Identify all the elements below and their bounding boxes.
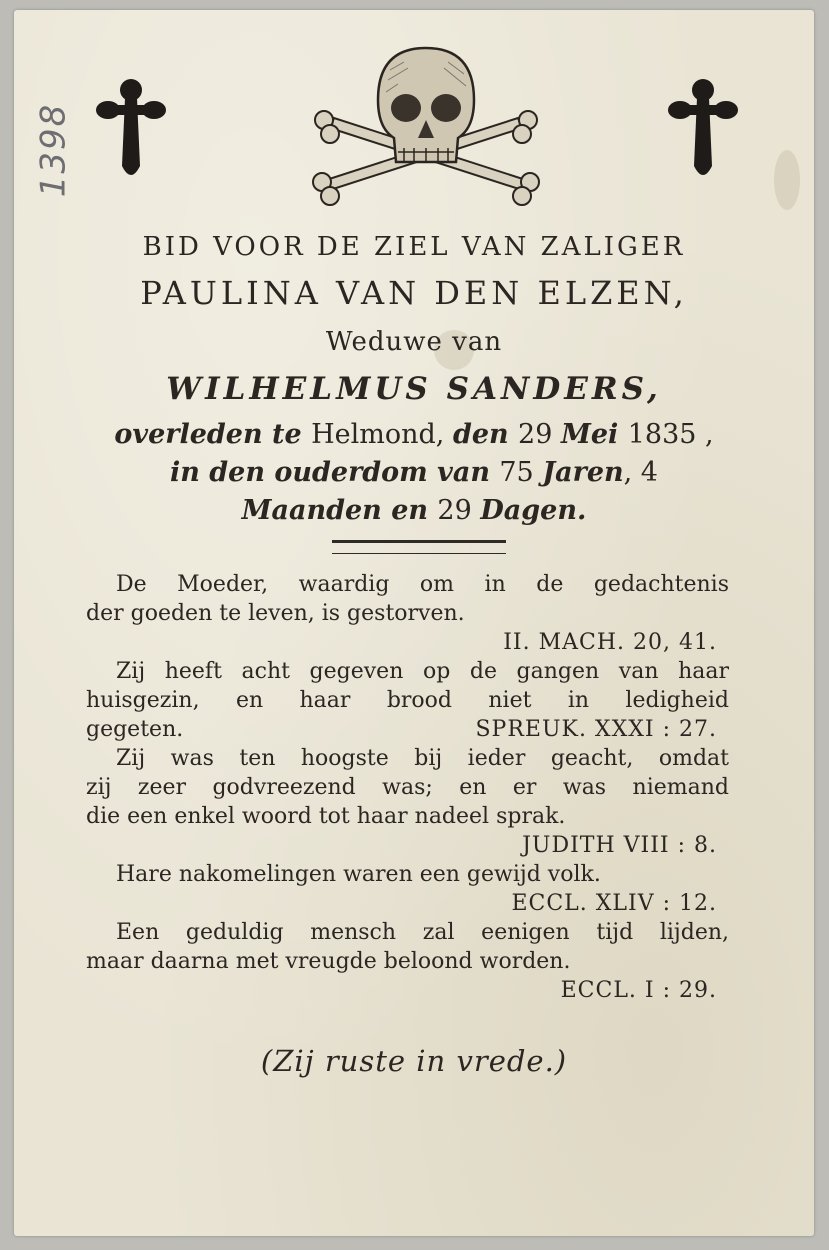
scripture-line: De Moeder, waardig om in de gedachtenis — [116, 572, 729, 597]
death-details-segment: den — [452, 419, 519, 450]
scripture-line: der goeden te leven, is gestorven. — [86, 601, 465, 626]
death-details-segment: , 4 — [623, 457, 658, 488]
death-details-segment: Jaren — [542, 457, 624, 488]
scripture-reference: ECCL. I : 29. — [560, 978, 717, 1003]
death-details — [54, 416, 774, 530]
death-details-segment: 29 — [518, 419, 561, 450]
prayer-request-line: BID VOOR DE ZIEL VAN ZALIGER — [142, 232, 686, 262]
scripture-reference: SPREUK. XXXI : 27. — [475, 717, 717, 742]
double-rule-divider — [332, 540, 506, 554]
death-details-segment: overleden te — [114, 419, 312, 450]
widow-of-line: Weduwe van — [325, 327, 503, 357]
scripture-reference: II. MACH. 20, 41. — [503, 630, 717, 655]
death-details-segment: 75 — [499, 457, 543, 488]
rest-in-peace-line: (Zij ruste in vrede.) — [260, 1044, 568, 1078]
scripture-reference: ECCL. XLIV : 12. — [511, 891, 717, 916]
scripture-line: Hare nakomelingen waren een gewijd volk. — [116, 862, 601, 887]
scripture-line: maar daarna met vreugde beloond worden. — [86, 949, 571, 974]
deceased-name: PAULINA VAN DEN ELZEN, — [140, 274, 688, 312]
skull-and-crossbones-icon — [308, 40, 544, 212]
death-details-line — [54, 492, 774, 530]
scripture-line: huisgezin, en haar brood niet in ledigheid — [86, 688, 729, 713]
death-details-segment: Dagen. — [480, 495, 587, 526]
death-details-segment: Helmond — [311, 419, 436, 450]
scripture-quotes — [86, 570, 729, 1005]
scripture-line-with-reference — [86, 715, 729, 744]
cross-icon — [96, 78, 166, 182]
archive-number: 1398 — [33, 102, 73, 198]
death-details-segment: Maanden en — [241, 495, 438, 526]
memorial-card — [14, 10, 814, 1236]
scripture-line: Zij was ten hoogste bij ieder geacht, omdat — [116, 746, 729, 771]
death-details-line — [54, 416, 774, 454]
death-details-line — [54, 454, 774, 492]
scripture-line: zij zeer godvreezend was; en er was niemand — [86, 775, 729, 800]
death-details-segment: in den ouderdom van — [170, 457, 500, 488]
scripture-line: gegeten. — [86, 717, 184, 742]
paper-stain — [774, 150, 800, 210]
memorial-heading — [54, 230, 774, 530]
death-details-segment: 29 — [437, 495, 481, 526]
death-details-segment: 1835 , — [627, 419, 714, 450]
cross-icon — [668, 78, 738, 182]
scripture-line: Zij heeft acht gegeven op de gangen van haar — [116, 659, 729, 684]
death-details-segment: Mei — [560, 419, 628, 450]
scripture-line: die een enkel woord tot haar nadeel sprak. — [86, 804, 566, 829]
scripture-reference: JUDITH VIII : 8. — [522, 833, 717, 858]
death-details-segment: , — [435, 419, 453, 450]
scripture-line: Een geduldig mensch zal eenigen tijd lijden, — [116, 920, 729, 945]
husband-name: WILHELMUS SANDERS, — [166, 371, 662, 407]
